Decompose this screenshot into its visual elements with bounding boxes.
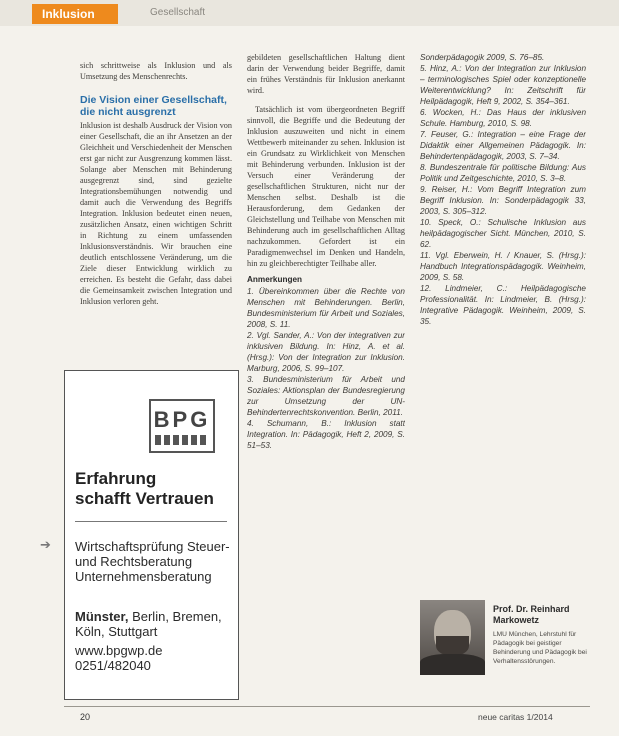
- column-right: [420, 52, 586, 592]
- note-item: 3. Bundesministerium für Arbeit und Soziales: Aktionsplan der Bundesregierung zur Umsetzung der UN-Behindertenrechtskonvention. Berlin, 2011.: [247, 375, 405, 417]
- note-item: 5. Hinz, A.: Von der Integration zur Inklusion – terminologisches Spiel oder konzeptionelle Weiterentwicklung? In: Zeitschrift für Heilpädagogik, Heft 9, 2002, S. 354–361.: [420, 64, 586, 106]
- note-item: 2. Vgl. Sander, A.: Von der integrativen zur inklusiven Bildung. In: Hinz, A. et al. (Hrsg.): Von der Integration zur Inklusion. Marburg, 2006, S. 99–107.: [247, 331, 405, 373]
- arrow-right-icon: ➔: [40, 538, 51, 553]
- note-item: 9. Reiser, H.: Vom Begriff Integration zum Begriff Inklusion. In: Sonderpädagogik 33, 2003, S. 305–312.: [420, 185, 586, 216]
- ad-contact: [75, 643, 235, 673]
- footer-rule: [64, 706, 590, 707]
- column-middle: [247, 52, 405, 702]
- section-tab[interactable]: [32, 4, 118, 24]
- ad-services: Wirtschaftsprüfung Steuer- und Rechtsberatung Unternehmensberatung: [75, 539, 230, 584]
- note-item: 10. Speck, O.: Schulische Inklusion aus heilpädagogischer Sicht. München, 2010, S. 62.: [420, 218, 586, 249]
- author-beard: [436, 636, 469, 656]
- subsection-label: Gesellschaft: [150, 7, 206, 18]
- magazine-issue: neue caritas 1/2014: [478, 712, 553, 722]
- page-number: 20: [80, 712, 91, 722]
- note-item: 6. Wocken, H.: Das Haus der inklusiven Schule. Hamburg, 2010, S. 98.: [420, 108, 586, 128]
- section-heading: [80, 94, 232, 118]
- ad-headline-line-1: Erfahrung: [75, 469, 157, 488]
- note-item: 4. Schumann, B.: Inklusion statt Integration. In: Pädagogik, Heft 2, 2009, S. 51–53.: [247, 419, 405, 450]
- author-photo: [420, 600, 485, 675]
- author-name-line-1: Prof. Dr. Reinhard: [493, 604, 570, 614]
- ad-cities-rest: Berlin, Bremen, Köln, Stuttgart: [75, 609, 222, 639]
- note-item: Sonderpädagogik 2009, S. 76–85.: [420, 53, 545, 62]
- paragraph-mid-2: Tatsächlich ist vom übergeordneten Begriff sinnvoll, die Begriffe und die Bedeutung der Inklusion auszuweiten und nicht in einem Wettbewerb miteinander zu sehen. Inklusion ist ein Grundsatz zu Wirklichkeit von Menschen mit Behinderung verbunden. Inklusion ist der Versuch einer Veränderung der gesellschaftlichen Strukturen, nicht nur der Menschen selbst. Deshalb ist die Herausforderung, dem Gedanken der Gleichstellung und Teilhabe von Menschen mit Behinderung auch im gesellschaftlichen Alltag nachzukommen. Gefordert ist ein Paradigmenwechsel im Denken und Handeln, hin zu gleichberechtigter Teilhabe aller.: [247, 105, 405, 268]
- ad-headline: [75, 469, 235, 509]
- heading-line-1: Die Vision einer Gesellschaft,: [80, 94, 227, 106]
- note-item: 8. Bundeszentrale für politische Bildung: Aus Politik und Zeitgeschichte, 2010, S. 3–8.: [420, 163, 586, 183]
- ad-phone: 0251/482040: [75, 658, 151, 673]
- paragraph-body: Inklusion ist deshalb Ausdruck der Vision von einer Gesellschaft, die an ihr Ansetzen an der Gleichheit und Verschiedenheit der Menschen erst gar nicht zur Ausgrenzung kommen lässt. Solange aber Menschen mit Behinderung ausgegrenzt sind, sind gezielte Integrationsbemühungen notwendig und damit auch die Verwendung des Begriffs Integration. Inklusion bedeutet einen neuen, zusätzlichen Ansatz, einen wichtigen Schritt in Richtung zu einem umfassenden Inklusionsverständnis. Wir brauchen eine deutlich entschlossene Veränderung, um die Ziele dieser Entwicklung wirklich zu erreichen. Es besteht die Gefahr, dass dabei die Gemeinsamkeit zwischen Integration und Inklusion verloren geht.: [80, 121, 232, 306]
- note-item: 1. Übereinkommen über die Rechte von Menschen mit Behinderungen. Berlin, Bundesministerium für Arbeit und Soziales, 2008, S. 11.: [247, 287, 405, 329]
- paragraph-mid-1: gebildeten gesellschaftlichen Haltung dient darin der Verwendung beider Begriffe, damit ein frühes Verständnis für Inklusion anerkannt wird.: [247, 53, 405, 95]
- notes-heading: Anmerkungen: [247, 275, 303, 284]
- author-name-line-2: Markowetz: [493, 615, 540, 625]
- paragraph-intro: sich schrittweise als Inklusion und als Umsetzung des Menschenrechts.: [80, 61, 232, 81]
- ad-divider: [75, 521, 227, 522]
- note-item: 12. Lindmeier, C.: Heilpädagogische Professionalität. In: Lindmeier, B. (Hrsg.): Integrative Pädagogik. Weinheim, 2009, S. 35.: [420, 284, 586, 326]
- ad-website-link[interactable]: www.bpgwp.de: [75, 643, 163, 658]
- bpg-logo: [149, 399, 215, 453]
- author-shoulders: [420, 654, 485, 675]
- author-bio: LMU München, Lehrstuhl für Pädagogik bei geistiger Behinderung und Pädagogik bei Verhaltensstörungen.: [493, 631, 587, 665]
- section-label: Inklusion: [42, 7, 95, 21]
- ad-locations: [75, 609, 237, 639]
- note-item: 7. Feuser, G.: Integration – eine Frage der Didaktik einer Allgemeinen Pädagogik. In: Behindertenpädagogik, 2003, S. 7–34.: [420, 130, 586, 161]
- ad-headline-line-2: schafft Vertrauen: [75, 489, 214, 508]
- author-box: [493, 604, 589, 666]
- column-left: [80, 60, 232, 360]
- logo-text: BPG: [153, 407, 211, 432]
- logo-bars: [155, 435, 209, 445]
- ad-city-main: Münster,: [75, 609, 129, 624]
- note-item: 11. Vgl. Eberwein, H. / Knauer, S. (Hrsg.): Handbuch Integrationspädagogik. Weinheim, 2009, S. 58.: [420, 251, 586, 282]
- heading-line-2: die nicht ausgrenzt: [80, 106, 176, 118]
- advertisement-bpg[interactable]: [64, 370, 239, 700]
